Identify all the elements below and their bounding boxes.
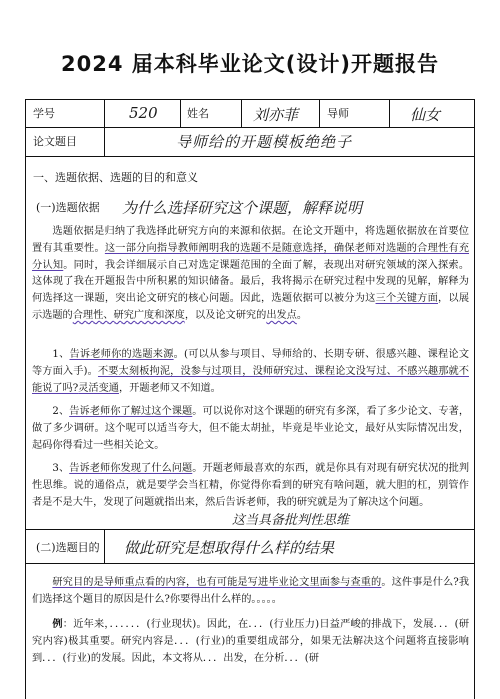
basis-handwriting: 为什么选择研究这个课题，解释说明 (122, 199, 363, 217)
purpose-paragraph: 研究目的是导师重点看的内容，也有可能是写进毕业论文里面参与查重的。这件事是什么?我们选择这个题目的原因是什么?你要得出什么样的。。。。。 (32, 577, 470, 605)
example-paragraph: 例：近年来，．．．．．．(行业现状)。因此，在．．．(行业压力)日益严峻的排战下，发展．．．(研究内容)极其重要。研究内容是．．．(行业)的重要组成部分，如果无法解决这个问题将直接影响到．．．(行业)的发展。因此，本文将从．．．出发，在分析．．．(研 (32, 618, 470, 664)
basis-paragraph: 选题依据是归纳了我选择此研究方向的来源和依据。在论文开题中，将选题依据放在首要位置有其重要性。这一部分向指导教师阐明我的选题不是随意选择，确保老师对选题的合理性有充分认知。同时，我会详细展示自己对选定课题范围的全面了解，表现出对研究领域的深入探索。这体现了我在开题报告中所积累的知识储备。最后，我将揭示在研究过程中发现的见解，解释为何选择这一课题，突出论文研究的核心问题。因此，选题依据可以被分为这三个关键方面，以展示选题的合理性、研究广度和深度，以及论文研究的出发点。 (32, 226, 470, 321)
purpose-label: (二)选题目的 (36, 541, 100, 554)
table-rule (241, 99, 242, 127)
table-rule (104, 529, 105, 563)
table-rule (25, 156, 475, 157)
topic-label: 论文题目 (33, 135, 77, 148)
point-3-paragraph: 3、告诉老师你发现了什么问题。开题老师最喜欢的东西，就是你具有对现有研究状况的批判性思维。说的通俗点，就是要学会当杠精，你觉得你看到的研究有啥问题，就大胆的杠，别管作者是不是大牛，发现了问题就指出来，然后告诉老师，我的研究就是为了解决这个问题。 (32, 463, 470, 508)
topic-value: 导师给的开题模板绝绝子 (176, 133, 353, 151)
table-rule (389, 99, 390, 127)
page-title: 2024 届本科毕业论文(设计)开题报告 (61, 52, 439, 76)
advisor-value: 仙女 (410, 106, 441, 124)
name-value: 刘亦菲 (253, 106, 299, 124)
section-heading: 一、选题依据、选题的目的和意义 (33, 171, 198, 184)
point-2-paragraph: 2、告诉老师你了解过这个课题。可以说你对这个课题的研究有多深，看了多少论文、专著，做了多少调研。这个呢可以适当夸大，但不能太胡扯，毕竟是毕业论文，最好从实际情况出发，起码你得看过一些相关论文。 (32, 406, 470, 451)
basis-label: (一)选题依据 (36, 201, 100, 214)
point-1-paragraph: 1、告诉老师你的选题来源。(可以从参与项目、导师给的、长期专研、很感兴趣、课程论文等方面入手)。不要太刻板拘泥，没参与过项目，没师研究过、课程论文没写过、不感兴趣那就不能说了吗?灵活变通，开题老师又不知道。 (32, 349, 470, 394)
student-id-value: 520 (129, 104, 158, 122)
proposal-table (25, 99, 475, 699)
table-rule (25, 127, 475, 128)
critical-thinking-handwriting: 这当具备批判性思维 (232, 513, 350, 528)
name-label: 姓名 (187, 107, 209, 120)
table-rule (319, 99, 320, 127)
table-rule (180, 99, 181, 127)
table-rule (25, 529, 475, 530)
table-rule (104, 99, 105, 156)
purpose-handwriting: 做此研究是想取得什么样的结果 (124, 539, 335, 557)
table-rule (25, 563, 475, 564)
student-id-label: 学号 (33, 107, 55, 120)
advisor-label: 导师 (327, 107, 349, 120)
